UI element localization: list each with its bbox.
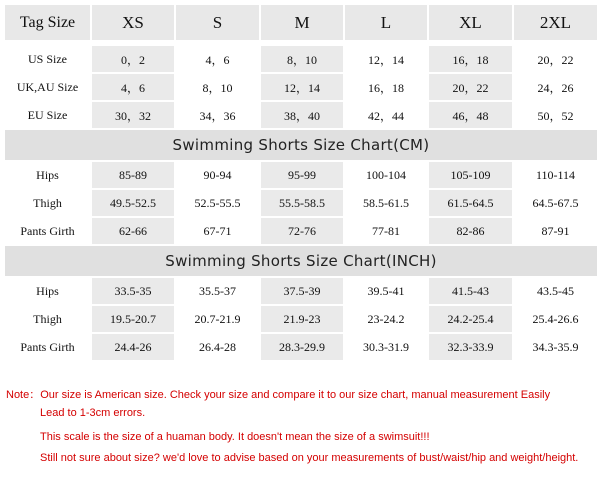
conversion-row bbox=[4, 73, 598, 101]
note-line-3: This scale is the size of a huaman body. It doesn't mean the size of a swimsuit!!! bbox=[40, 431, 430, 443]
inch-section-title: Swimming Shorts Size Chart(INCH) bbox=[4, 245, 598, 277]
cm-row bbox=[4, 217, 598, 245]
conversion-row bbox=[4, 45, 598, 73]
cm-value-cell: 64.5-67.5 bbox=[513, 189, 598, 217]
conversion-row-label: EU Size bbox=[4, 101, 91, 129]
conversion-value-cell: 20，22 bbox=[428, 73, 513, 101]
conversion-value-cell: 24，26 bbox=[513, 73, 598, 101]
inch-value-cell: 37.5-39 bbox=[260, 277, 344, 305]
inch-value-cell: 19.5-20.7 bbox=[91, 305, 175, 333]
cm-value-cell: 61.5-64.5 bbox=[428, 189, 513, 217]
conversion-value-cell: 16，18 bbox=[344, 73, 428, 101]
conversion-value-cell: 0，2 bbox=[91, 45, 175, 73]
size-chart bbox=[3, 3, 597, 362]
cm-value-cell: 62-66 bbox=[91, 217, 175, 245]
inch-value-cell: 24.2-25.4 bbox=[428, 305, 513, 333]
size-chart-table bbox=[3, 3, 599, 362]
cm-value-cell: 87-91 bbox=[513, 217, 598, 245]
conversion-value-cell: 4，6 bbox=[175, 45, 260, 73]
note-line-1: Note：Our size is American size. Check your size and compare it to our size chart, manual measurement Easily bbox=[6, 389, 551, 401]
conversion-value-cell: 16，18 bbox=[428, 45, 513, 73]
conversion-row-label: UK,AU Size bbox=[4, 73, 91, 101]
inch-value-cell: 41.5-43 bbox=[428, 277, 513, 305]
inch-row-label: Pants Girth bbox=[4, 333, 91, 361]
inch-value-cell: 30.3-31.9 bbox=[344, 333, 428, 361]
cm-value-cell: 67-71 bbox=[175, 217, 260, 245]
conversion-value-cell: 42，44 bbox=[344, 101, 428, 129]
cm-value-cell: 110-114 bbox=[513, 161, 598, 189]
cm-value-cell: 100-104 bbox=[344, 161, 428, 189]
conversion-value-cell: 8，10 bbox=[260, 45, 344, 73]
conversion-value-cell: 34，36 bbox=[175, 101, 260, 129]
conversion-row bbox=[4, 101, 598, 129]
inch-row-label: Hips bbox=[4, 277, 91, 305]
inch-value-cell: 21.9-23 bbox=[260, 305, 344, 333]
cm-section-title-row bbox=[4, 129, 598, 161]
inch-row bbox=[4, 333, 598, 361]
cm-value-cell: 58.5-61.5 bbox=[344, 189, 428, 217]
cm-value-cell: 52.5-55.5 bbox=[175, 189, 260, 217]
inch-row bbox=[4, 277, 598, 305]
conversion-value-cell: 4，6 bbox=[91, 73, 175, 101]
inch-value-cell: 39.5-41 bbox=[344, 277, 428, 305]
size-xl-header: XL bbox=[428, 4, 513, 41]
cm-row bbox=[4, 161, 598, 189]
cm-value-cell: 90-94 bbox=[175, 161, 260, 189]
inch-value-cell: 33.5-35 bbox=[91, 277, 175, 305]
tag-size-label: Tag Size bbox=[4, 4, 91, 41]
inch-value-cell: 35.5-37 bbox=[175, 277, 260, 305]
size-2xl-header: 2XL bbox=[513, 4, 598, 41]
inch-row bbox=[4, 305, 598, 333]
cm-row-label: Hips bbox=[4, 161, 91, 189]
inch-value-cell: 20.7-21.9 bbox=[175, 305, 260, 333]
conversion-value-cell: 46，48 bbox=[428, 101, 513, 129]
note-line-4: Still not sure about size? we'd love to advise based on your measurements of bust/waist/hip and weight/height. bbox=[40, 452, 579, 464]
inch-value-cell: 23-24.2 bbox=[344, 305, 428, 333]
inch-value-cell: 28.3-29.9 bbox=[260, 333, 344, 361]
cm-value-cell: 77-81 bbox=[344, 217, 428, 245]
inch-value-cell: 34.3-35.9 bbox=[513, 333, 598, 361]
cm-value-cell: 95-99 bbox=[260, 161, 344, 189]
conversion-value-cell: 50，52 bbox=[513, 101, 598, 129]
inch-value-cell: 43.5-45 bbox=[513, 277, 598, 305]
conversion-value-cell: 20，22 bbox=[513, 45, 598, 73]
conversion-row-label: US Size bbox=[4, 45, 91, 73]
size-s-header: S bbox=[175, 4, 260, 41]
inch-value-cell: 32.3-33.9 bbox=[428, 333, 513, 361]
conversion-value-cell: 38，40 bbox=[260, 101, 344, 129]
size-xs-header: XS bbox=[91, 4, 175, 41]
cm-value-cell: 82-86 bbox=[428, 217, 513, 245]
cm-row-label: Pants Girth bbox=[4, 217, 91, 245]
inch-value-cell: 24.4-26 bbox=[91, 333, 175, 361]
inch-value-cell: 25.4-26.6 bbox=[513, 305, 598, 333]
header-row bbox=[4, 4, 598, 41]
conversion-value-cell: 12，14 bbox=[344, 45, 428, 73]
cm-row bbox=[4, 189, 598, 217]
size-l-header: L bbox=[344, 4, 428, 41]
cm-value-cell: 105-109 bbox=[428, 161, 513, 189]
cm-row-label: Thigh bbox=[4, 189, 91, 217]
size-m-header: M bbox=[260, 4, 344, 41]
conversion-value-cell: 30，32 bbox=[91, 101, 175, 129]
cm-value-cell: 85-89 bbox=[91, 161, 175, 189]
inch-value-cell: 26.4-28 bbox=[175, 333, 260, 361]
conversion-value-cell: 12，14 bbox=[260, 73, 344, 101]
inch-row-label: Thigh bbox=[4, 305, 91, 333]
cm-section-title: Swimming Shorts Size Chart(CM) bbox=[4, 129, 598, 161]
note-line-2: Lead to 1-3cm errors. bbox=[40, 407, 146, 419]
cm-value-cell: 49.5-52.5 bbox=[91, 189, 175, 217]
conversion-value-cell: 8，10 bbox=[175, 73, 260, 101]
cm-value-cell: 55.5-58.5 bbox=[260, 189, 344, 217]
inch-section-title-row bbox=[4, 245, 598, 277]
cm-value-cell: 72-76 bbox=[260, 217, 344, 245]
